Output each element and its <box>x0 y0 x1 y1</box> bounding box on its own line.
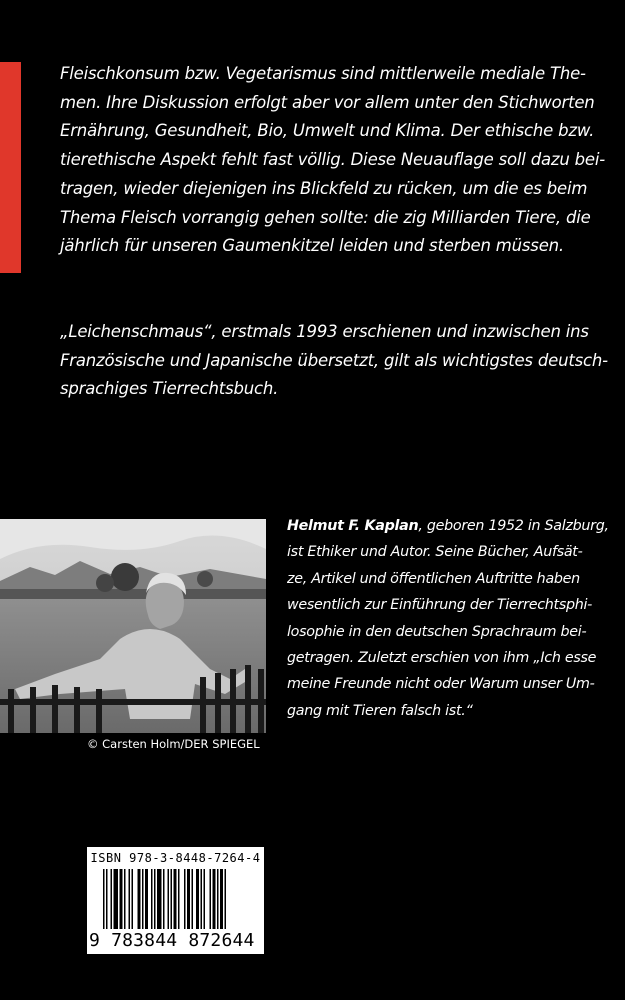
barcode-bar <box>142 869 144 929</box>
barcode-bar <box>171 869 173 929</box>
blurb-line: Französische und Japanische übersetzt, gilt als wichtigstes deutsch- <box>60 350 608 370</box>
bio-line: wesentlich zur Einführung der Tierrechtsphi- <box>287 597 593 614</box>
bio-line: ist Ethiker und Autor. Seine Bücher, Aufsät- <box>287 544 583 561</box>
red-accent-bar <box>0 62 21 273</box>
bio-line: getragen. Zuletzt erschien von ihm „Ich esse <box>287 650 597 667</box>
blurb-line: men. Ihre Diskussion erfolgt aber vor allem unter den Stichworten <box>60 92 595 112</box>
blurb-line: Fleischkonsum bzw. Vegetarismus sind mittlerweile mediale The- <box>60 64 586 83</box>
barcode-bar <box>132 869 134 929</box>
ean-digits: 9 783844 872644 <box>89 930 255 951</box>
barcode-bar <box>103 869 105 929</box>
barcode-bar <box>184 869 186 929</box>
barcode-bar <box>201 869 203 929</box>
author-bio <box>287 513 609 724</box>
barcode-bar <box>192 869 194 929</box>
barcode-bar <box>151 869 153 929</box>
barcode-bar <box>124 869 126 929</box>
barcode-bar <box>217 869 219 929</box>
barcode-bar <box>163 869 165 929</box>
barcode-bar <box>174 869 177 929</box>
blurb-line: tragen, wieder diejenigen ins Blickfeld zu rücken, um die es beim <box>60 178 588 198</box>
barcode-bar <box>196 869 199 929</box>
blurb-paragraph-1 <box>60 60 606 261</box>
barcode-bar <box>210 869 212 929</box>
barcode-bar <box>178 869 180 929</box>
blurb-line: jährlich für unseren Gaumenkitzel leiden und sterben müssen. <box>60 236 564 256</box>
barcode-bar <box>106 869 108 929</box>
barcode-bar <box>145 869 148 929</box>
barcode-bar <box>154 869 156 929</box>
barcode-bar <box>204 869 206 929</box>
barcode-bar <box>187 869 190 929</box>
bio-line: losophie in den deutschen Sprachraum bei- <box>287 623 587 640</box>
barcode-bar <box>120 869 123 929</box>
barcode-bar <box>220 869 223 929</box>
blurb-line: tierethische Aspekt fehlt fast völlig. Diese Neuauflage soll dazu bei- <box>60 150 606 170</box>
barcode-bar <box>168 869 170 929</box>
barcode-bar <box>157 869 162 929</box>
blurb-line: „Leichenschmaus“, erstmals 1993 erschienen und inzwischen ins <box>60 322 589 341</box>
blurb-line: Ernährung, Gesundheit, Bio, Umwelt und Klima. Der ethische bzw. <box>60 121 595 141</box>
barcode-bar <box>114 869 119 929</box>
isbn-barcode <box>87 847 264 954</box>
barcode-bar <box>129 869 131 929</box>
author-name: Helmut F. Kaplan <box>287 518 419 534</box>
author-photo <box>0 519 266 733</box>
barcode-bar <box>138 869 141 929</box>
blurb-line: Thema Fleisch vorrangig gehen sollte: die zig Milliarden Tiere, die <box>60 207 591 227</box>
bio-line-rest: , geboren 1952 in Salzburg, <box>418 518 609 534</box>
isbn-label: ISBN 978-3-8448-7264-4 <box>90 851 261 865</box>
barcode-bar <box>213 869 216 929</box>
blurb-paragraph-2 <box>60 318 608 404</box>
blurb-line: sprachiges Tierrechtsbuch. <box>60 379 279 399</box>
barcode-bar <box>225 869 227 929</box>
bio-line: ze, Artikel und öffentlichen Auftritte haben <box>287 570 580 587</box>
photo-credit: © Carsten Holm/DER SPIEGEL <box>87 737 260 751</box>
bio-line: gang mit Tieren falsch ist.“ <box>287 702 473 719</box>
bio-line: meine Freunde nicht oder Warum unser Um- <box>287 676 595 693</box>
bio-line <box>287 513 609 539</box>
barcode-bar <box>111 869 113 929</box>
